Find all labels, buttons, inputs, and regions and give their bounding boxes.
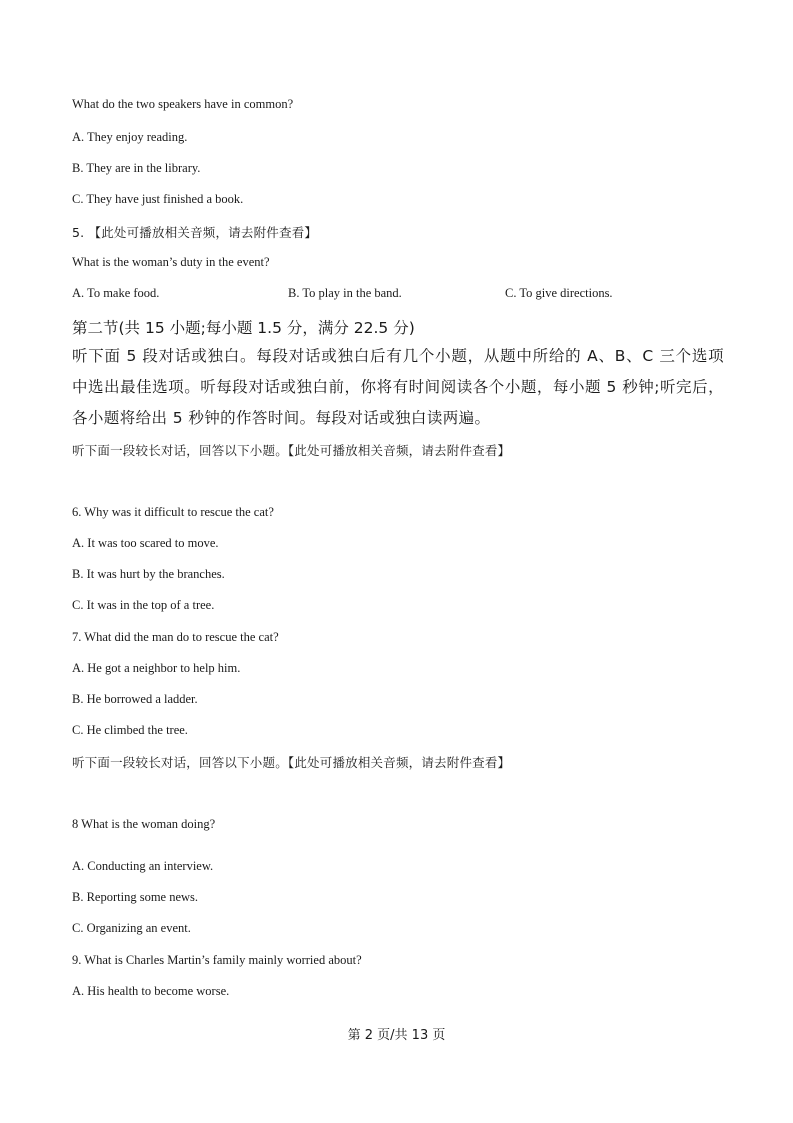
page-footer: 第 2 页/共 13 页 <box>347 1028 446 1043</box>
q6-option-c: C. It was in the top of a tree. <box>72 598 215 612</box>
q5-option-a: A. To make food. <box>72 286 160 300</box>
q8-option-b: B. Reporting some news. <box>72 890 199 904</box>
section-2-instructions: 听下面 5 段对话或独白。每段对话或独白后有几个小题，从题中所给的 A、B、C 三个选项中选出最佳选项。听每段对话或独白前，你将有时间阅读各个小题，每小题 5 秒钟;听完后，各小题将给出 5 秒钟的作答时间。每段对话或独白读两遍。 <box>72 347 724 427</box>
q9-option-a: A. His health to become worse. <box>72 984 230 998</box>
dialogue-intro-1: 听下面一段较长对话，回答以下小题。【此处可播放相关音频，请去附件查看】 <box>72 443 511 458</box>
q8-stem: 8 What is the woman doing? <box>72 817 216 831</box>
q4-option-a: A. They enjoy reading. <box>72 130 188 144</box>
q6-stem: 6. Why was it difficult to rescue the cat? <box>72 505 274 519</box>
q7-option-c: C. He climbed the tree. <box>72 723 188 737</box>
q5-stem: What is the woman’s duty in the event? <box>72 255 270 269</box>
q4-stem: What do the two speakers have in common? <box>72 97 294 111</box>
q4-option-b: B. They are in the library. <box>72 161 201 175</box>
q8-option-c: C. Organizing an event. <box>72 921 191 935</box>
q7-stem: 7. What did the man do to rescue the cat? <box>72 630 279 644</box>
section-2-title: 第二节(共 15 小题;每小题 1.5 分，满分 22.5 分) <box>72 319 415 337</box>
q6-option-b: B. It was hurt by the branches. <box>72 567 225 581</box>
q8-option-a: A. Conducting an interview. <box>72 859 214 873</box>
q5-option-c: C. To give directions. <box>505 286 613 300</box>
q5-audio-note: 5. 【此处可播放相关音频，请去附件查看】 <box>72 225 318 240</box>
q4-option-c: C. They have just finished a book. <box>72 192 244 206</box>
q5-option-b: B. To play in the band. <box>288 286 402 300</box>
q7-option-b: B. He borrowed a ladder. <box>72 692 198 706</box>
q9-stem: 9. What is Charles Martin’s family mainly worried about? <box>72 953 362 967</box>
q7-option-a: A. He got a neighbor to help him. <box>72 661 241 675</box>
q6-option-a: A. It was too scared to move. <box>72 536 219 550</box>
dialogue-intro-2: 听下面一段较长对话，回答以下小题。【此处可播放相关音频，请去附件查看】 <box>72 755 511 770</box>
